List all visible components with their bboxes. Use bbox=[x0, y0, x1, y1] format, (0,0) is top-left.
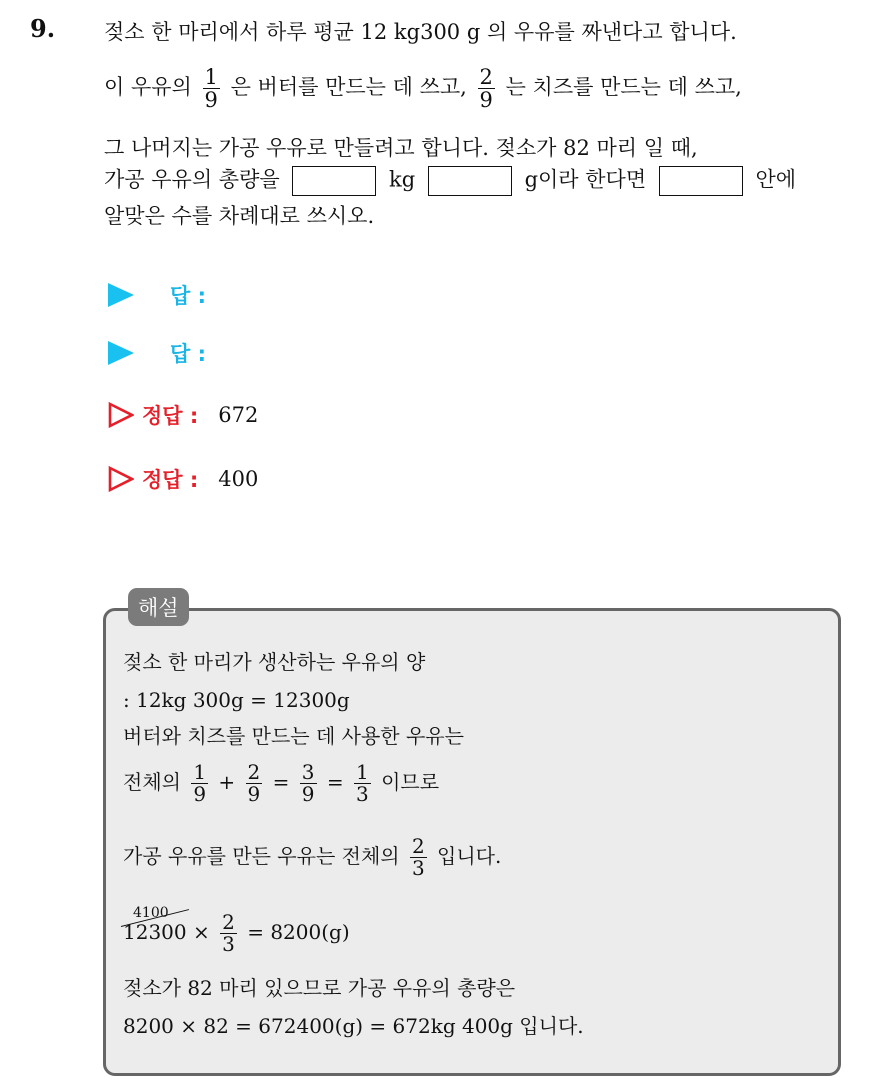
numerator: 2 bbox=[411, 834, 425, 858]
reduced-value: 4100 bbox=[133, 905, 169, 921]
answer-blank-g[interactable] bbox=[428, 166, 512, 196]
answer-row[interactable] bbox=[108, 280, 226, 310]
solution-line-5 bbox=[123, 836, 501, 879]
original-value: 12300 bbox=[123, 920, 187, 944]
numerator: 1 bbox=[193, 760, 207, 784]
question-line-3: 그 나머지는 가공 우유로 만들려고 합니다. 젖소가 82 마리 일 때, bbox=[104, 136, 698, 160]
denominator: 3 bbox=[355, 782, 369, 806]
numerator: 3 bbox=[301, 760, 315, 784]
answer-label: 답 : bbox=[170, 284, 206, 308]
fraction bbox=[410, 836, 427, 879]
denominator: 9 bbox=[479, 88, 493, 113]
play-arrow-icon bbox=[108, 283, 134, 307]
numerator: 1 bbox=[355, 760, 369, 784]
question-line-1: 젖소 한 마리에서 하루 평균 12 kg300 g 의 우유를 짜낸다고 합니다. bbox=[104, 20, 737, 44]
question-line-5: 알맞은 수를 차례대로 쓰시오. bbox=[104, 204, 375, 228]
answer-blank-kg[interactable] bbox=[292, 166, 376, 196]
solution-line-7: 젖소가 82 마리 있으므로 가공 우유의 총량은 bbox=[123, 976, 516, 1000]
question-line-4 bbox=[104, 166, 796, 196]
struck-number bbox=[123, 905, 187, 944]
denominator: 3 bbox=[411, 856, 425, 880]
question-text: 안에 bbox=[755, 167, 797, 192]
unit-kg: kg bbox=[389, 167, 416, 192]
solution-line-1: 젖소 한 마리가 생산하는 우유의 양 bbox=[123, 650, 426, 674]
question-text: 가공 우유의 총량을 bbox=[104, 167, 280, 192]
answer-label: 답 : bbox=[170, 342, 206, 366]
denominator: 9 bbox=[204, 88, 218, 113]
numerator: 2 bbox=[247, 760, 261, 784]
solution-text: 이므로 bbox=[381, 770, 440, 794]
question-text: 은 버터를 만드는 데 쓰고, bbox=[230, 75, 467, 100]
solution-line-3: 버터와 치즈를 만드는 데 사용한 우유는 bbox=[123, 724, 464, 748]
fraction bbox=[220, 912, 237, 955]
solution-text: 가공 우유를 만든 우유는 전체의 bbox=[123, 844, 400, 868]
numerator: 2 bbox=[222, 910, 235, 934]
fraction bbox=[203, 66, 220, 111]
question-text: 는 치즈를 만드는 데 쓰고, bbox=[505, 75, 742, 100]
answer-blank-empty[interactable] bbox=[659, 166, 743, 196]
fraction bbox=[246, 762, 263, 805]
outline-triangle-icon bbox=[108, 466, 134, 492]
correct-label: 정답 : bbox=[142, 468, 199, 492]
equals-sign: = bbox=[272, 770, 290, 794]
fraction bbox=[300, 762, 317, 805]
numerator: 2 bbox=[479, 65, 493, 89]
equals-sign: = bbox=[326, 770, 344, 794]
solution-line-8: 8200 × 82 = 672400(g) = 672kg 400g 입니다. bbox=[123, 1014, 584, 1038]
fraction bbox=[478, 66, 495, 111]
solution-text: = 8200(g) bbox=[247, 920, 350, 944]
correct-label: 정답 : bbox=[142, 404, 199, 428]
denominator: 9 bbox=[193, 782, 207, 806]
solution-line-2: : 12kg 300g = 12300g bbox=[123, 688, 350, 712]
plus-sign: + bbox=[218, 770, 236, 794]
correct-answer-row bbox=[108, 464, 258, 494]
solution-text: 입니다. bbox=[437, 844, 502, 868]
play-arrow-icon bbox=[108, 341, 134, 365]
fraction bbox=[191, 762, 208, 805]
correct-value: 400 bbox=[218, 467, 259, 491]
numerator: 1 bbox=[204, 65, 218, 89]
question-line-2 bbox=[104, 66, 742, 111]
question-text: 이 우유의 bbox=[104, 75, 192, 100]
denominator: 3 bbox=[222, 932, 235, 956]
fraction bbox=[354, 762, 371, 805]
outline-triangle-icon bbox=[108, 402, 134, 428]
solution-tag: 해설 bbox=[128, 588, 189, 626]
times-sign: × bbox=[192, 920, 210, 944]
question-text: g이라 한다면 bbox=[524, 167, 647, 192]
denominator: 9 bbox=[247, 782, 261, 806]
solution-line-6 bbox=[123, 905, 350, 956]
correct-answer-row bbox=[108, 400, 258, 430]
answer-row[interactable] bbox=[108, 338, 226, 368]
correct-value: 672 bbox=[218, 403, 259, 427]
solution-line-4 bbox=[123, 762, 439, 805]
solution-text: 전체의 bbox=[123, 770, 181, 794]
question-number: 9. bbox=[30, 14, 56, 43]
denominator: 9 bbox=[301, 782, 315, 806]
